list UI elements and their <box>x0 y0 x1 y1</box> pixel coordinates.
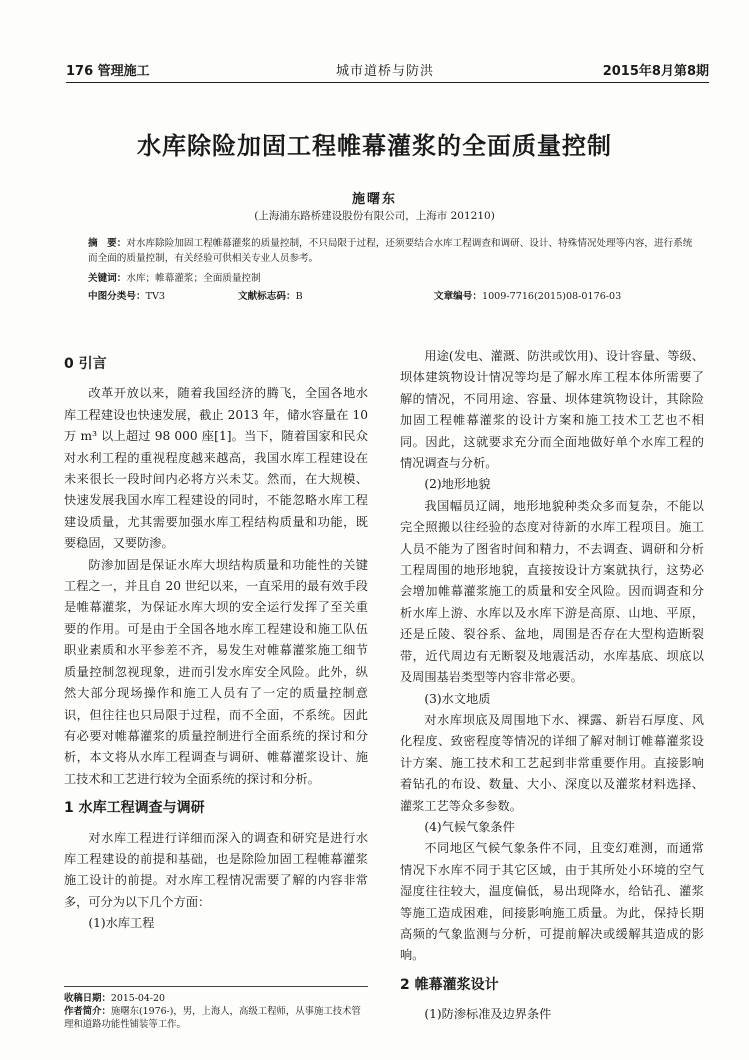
right-column <box>400 346 704 1026</box>
section-heading-2: 2 帷幕灌浆设计 <box>400 976 499 993</box>
paragraph: 用途(发电、灌溉、防洪或饮用)、设计容量、等级、坝体建筑物设计情况等均是了解水库工程本体所需要了解的情况，不同用途、容量、坝体建筑物设计，其除险加固工程帷幕灌浆的设计方案和施工技术工艺也不相同。因此，这就要求充分而全面地做好单个水库工程的情况调查与分析。 <box>400 349 704 471</box>
page-section: 176 管理施工 <box>66 64 150 79</box>
subheading: (1)防渗标准及边界条件 <box>424 1007 552 1022</box>
article-number <box>434 288 621 302</box>
doc-code <box>238 288 303 302</box>
subheading: (1)水库工程 <box>88 916 155 931</box>
paragraph: 改革开放以来，随着我国经济的腾飞，全国各地水库工程建设也快速发展，截止 2013 年，储水容量在 10 万 m³ 以上超过 98 000 座[1]。当下，随着国家和民众对水利工程的重视程度越来越高，我国水库工程建设在未来很长一段时间内必将方兴未艾。然而，在大规模、快速发展我国水库工程建设的同时，不能忽略水库工程建设质量，尤其需要加强水库工程结构质量和功能，既要稳固，又要防渗。 <box>64 386 368 551</box>
keywords-text: 水库；帷幕灌浆；全面质量控制 <box>126 273 261 284</box>
doc-label: 文献标志码： <box>238 291 296 302</box>
bio-text: 施曙东(1976-)，男，上海人，高级工程师，从事施工技术管理和道路功能性铺装等工作。 <box>64 1006 361 1030</box>
article-value: 1009-7716(2015)08-0176-03 <box>481 291 622 302</box>
paragraph: 对水库坝底及周围地下水、裸露、新岩石厚度、风化程度、致密程度等情况的详细了解对制订帷幕灌浆设计方案、施工技术和工艺起到非常重要作用。直接影响着钻孔的布设、数量、大小、深度以及灌浆材料选择、灌浆工艺等众多参数。 <box>400 712 704 813</box>
paragraph: 不同地区气候气象条件不同，且变幻难测，而通常情况下水库不同于其它区域，由于其所处小环境的空气湿度往往较大，温度偏低，易出现降水，给钻孔、灌浆等施工造成困难，间接影响施工质量。为此，保持长期高频的气象监测与分析，可提前解决或缓解其造成的影响。 <box>400 841 704 963</box>
section-heading-1: 1 水库工程调查与调研 <box>64 800 205 817</box>
bio-label: 作者简介： <box>64 1006 111 1017</box>
keywords <box>88 270 261 284</box>
author-affiliation: (上海浦东路桥建设股份有限公司，上海市 201210) <box>254 210 495 222</box>
paragraph: 我国幅员辽阔，地形地貌种类众多而复杂，不能以完全照搬以往经验的态度对待新的水库工程项目。施工人员不能为了图省时间和精力，不去调查、调研和分析工程周围的地形地貌，直接按设计方案就执行，这势必会增加帷幕灌浆施工的质量和安全风险。因而调查和分析水库上游、水库以及水库下游是高原、山地、平原，还是丘陵、裂谷系、盆地，周围是否存在大型构造断裂带，近代周边有无断裂及地震活动，水库基底、坝底以及周围基岩类型等内容非常必要。 <box>400 498 704 685</box>
article-title: 水库除险加固工程帷幕灌浆的全面质量控制 <box>137 132 612 160</box>
author-name: 施曙东 <box>351 192 397 207</box>
subheading: (2)地形地貌 <box>424 477 491 492</box>
paragraph: 对水库工程进行详细而深入的调查和研究是进行水库工程建设的前提和基础，也是除险加固工程帷幕灌浆施工设计的前提。对水库工程情况需要了解的内容非常多，可分为以下几个方面： <box>64 830 368 909</box>
issue-info: 2015年8月第8期 <box>602 64 709 79</box>
doc-value: B <box>295 291 303 302</box>
received-value: 2015-04-20 <box>110 993 165 1004</box>
abstract-label: 摘 要： <box>88 238 127 249</box>
author-bio <box>64 1005 368 1031</box>
footnote <box>64 986 368 1031</box>
received-date <box>64 992 368 1005</box>
clc-value: TV3 <box>145 291 165 302</box>
paragraph: 防渗加固是保证水库大坝结构质量和功能性的关键工程之一，并且自 20 世纪以来，一直采用的最有效手段是帷幕灌浆，为保证水库大坝的安全运行发挥了至关重要的作用。可是由于全国各地水库工程建设和施工队伍职业素质和水平参差不齐，易发生对帷幕灌浆施工细节质量控制忽视现象，进而引发水库安全风险。此外，纵然大部分现场操作和施工人员有了一定的质量控制意识，但往往也只局限于过程，而不全面，不系统。因此有必要对帷幕灌浆的质量控制进行全面系统的探讨和分析，本文将从水库工程调查与调研、帷幕灌浆设计、施工技术和工艺进行较为全面系统的探讨和分析。 <box>64 557 368 786</box>
subheading: (3)水文地质 <box>424 691 491 706</box>
subheading: (4)气候气象条件 <box>424 819 515 834</box>
left-column <box>64 346 368 935</box>
article-label: 文章编号： <box>434 291 482 302</box>
clc-label: 中图分类号： <box>88 291 146 302</box>
section-heading-intro: 0 引言 <box>64 356 107 372</box>
keywords-label: 关键词： <box>88 273 127 284</box>
clc-number <box>88 288 165 302</box>
running-header <box>66 58 709 83</box>
received-label: 收稿日期： <box>64 993 111 1004</box>
abstract-text: 对水库除险加固工程帷幕灌浆的质量控制，不只局限于过程，还须要结合水库工程调查和调研、设计、特殊情况处理等内容，进行系统而全面的质量控制，有关经验可供相关专业人员参考。 <box>88 238 693 264</box>
abstract <box>88 236 698 266</box>
journal-name: 城市道桥与防洪 <box>336 64 435 79</box>
